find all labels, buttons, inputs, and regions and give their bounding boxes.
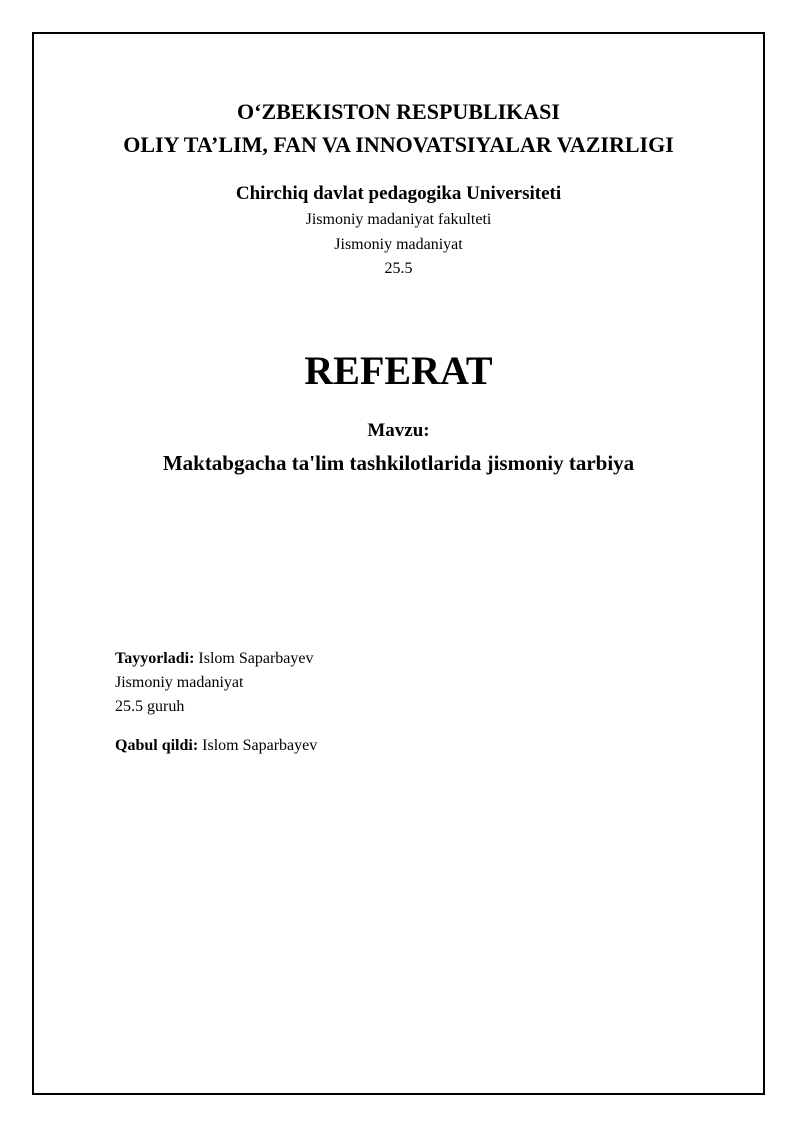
ministry-title-line-1: O‘ZBEKISTON RESPUBLIKASI [237, 99, 560, 124]
group-number: 25.5 [384, 260, 413, 277]
topic-label: Mavzu: [367, 420, 430, 441]
topic-text: Maktabgacha ta'lim tashkilotlarida jismoniy tarbiya [162, 451, 635, 475]
prepared-by-direction: Jismoniy madaniyat [115, 674, 244, 691]
document-title: REFERAT [304, 348, 493, 393]
accepted-by-name: Islom Saparbayev [202, 737, 318, 754]
prepared-by-group: 25.5 guruh [115, 698, 185, 715]
prepared-by-name: Islom Saparbayev [198, 650, 314, 667]
ministry-title-line-2: OLIY TA’LIM, FAN VA INNOVATSIYALAR VAZIRLIGI [123, 132, 674, 157]
prepared-by-line [115, 648, 314, 670]
prepared-by-label: Tayyorladi: [115, 650, 195, 667]
faculty-name: Jismoniy madaniyat fakulteti [305, 211, 492, 228]
direction-name: Jismoniy madaniyat [334, 236, 463, 253]
accepted-by-line [115, 735, 317, 757]
accepted-by-label: Qabul qildi: [115, 737, 199, 754]
university-name: Chirchiq davlat pedagogika Universiteti [235, 183, 562, 204]
